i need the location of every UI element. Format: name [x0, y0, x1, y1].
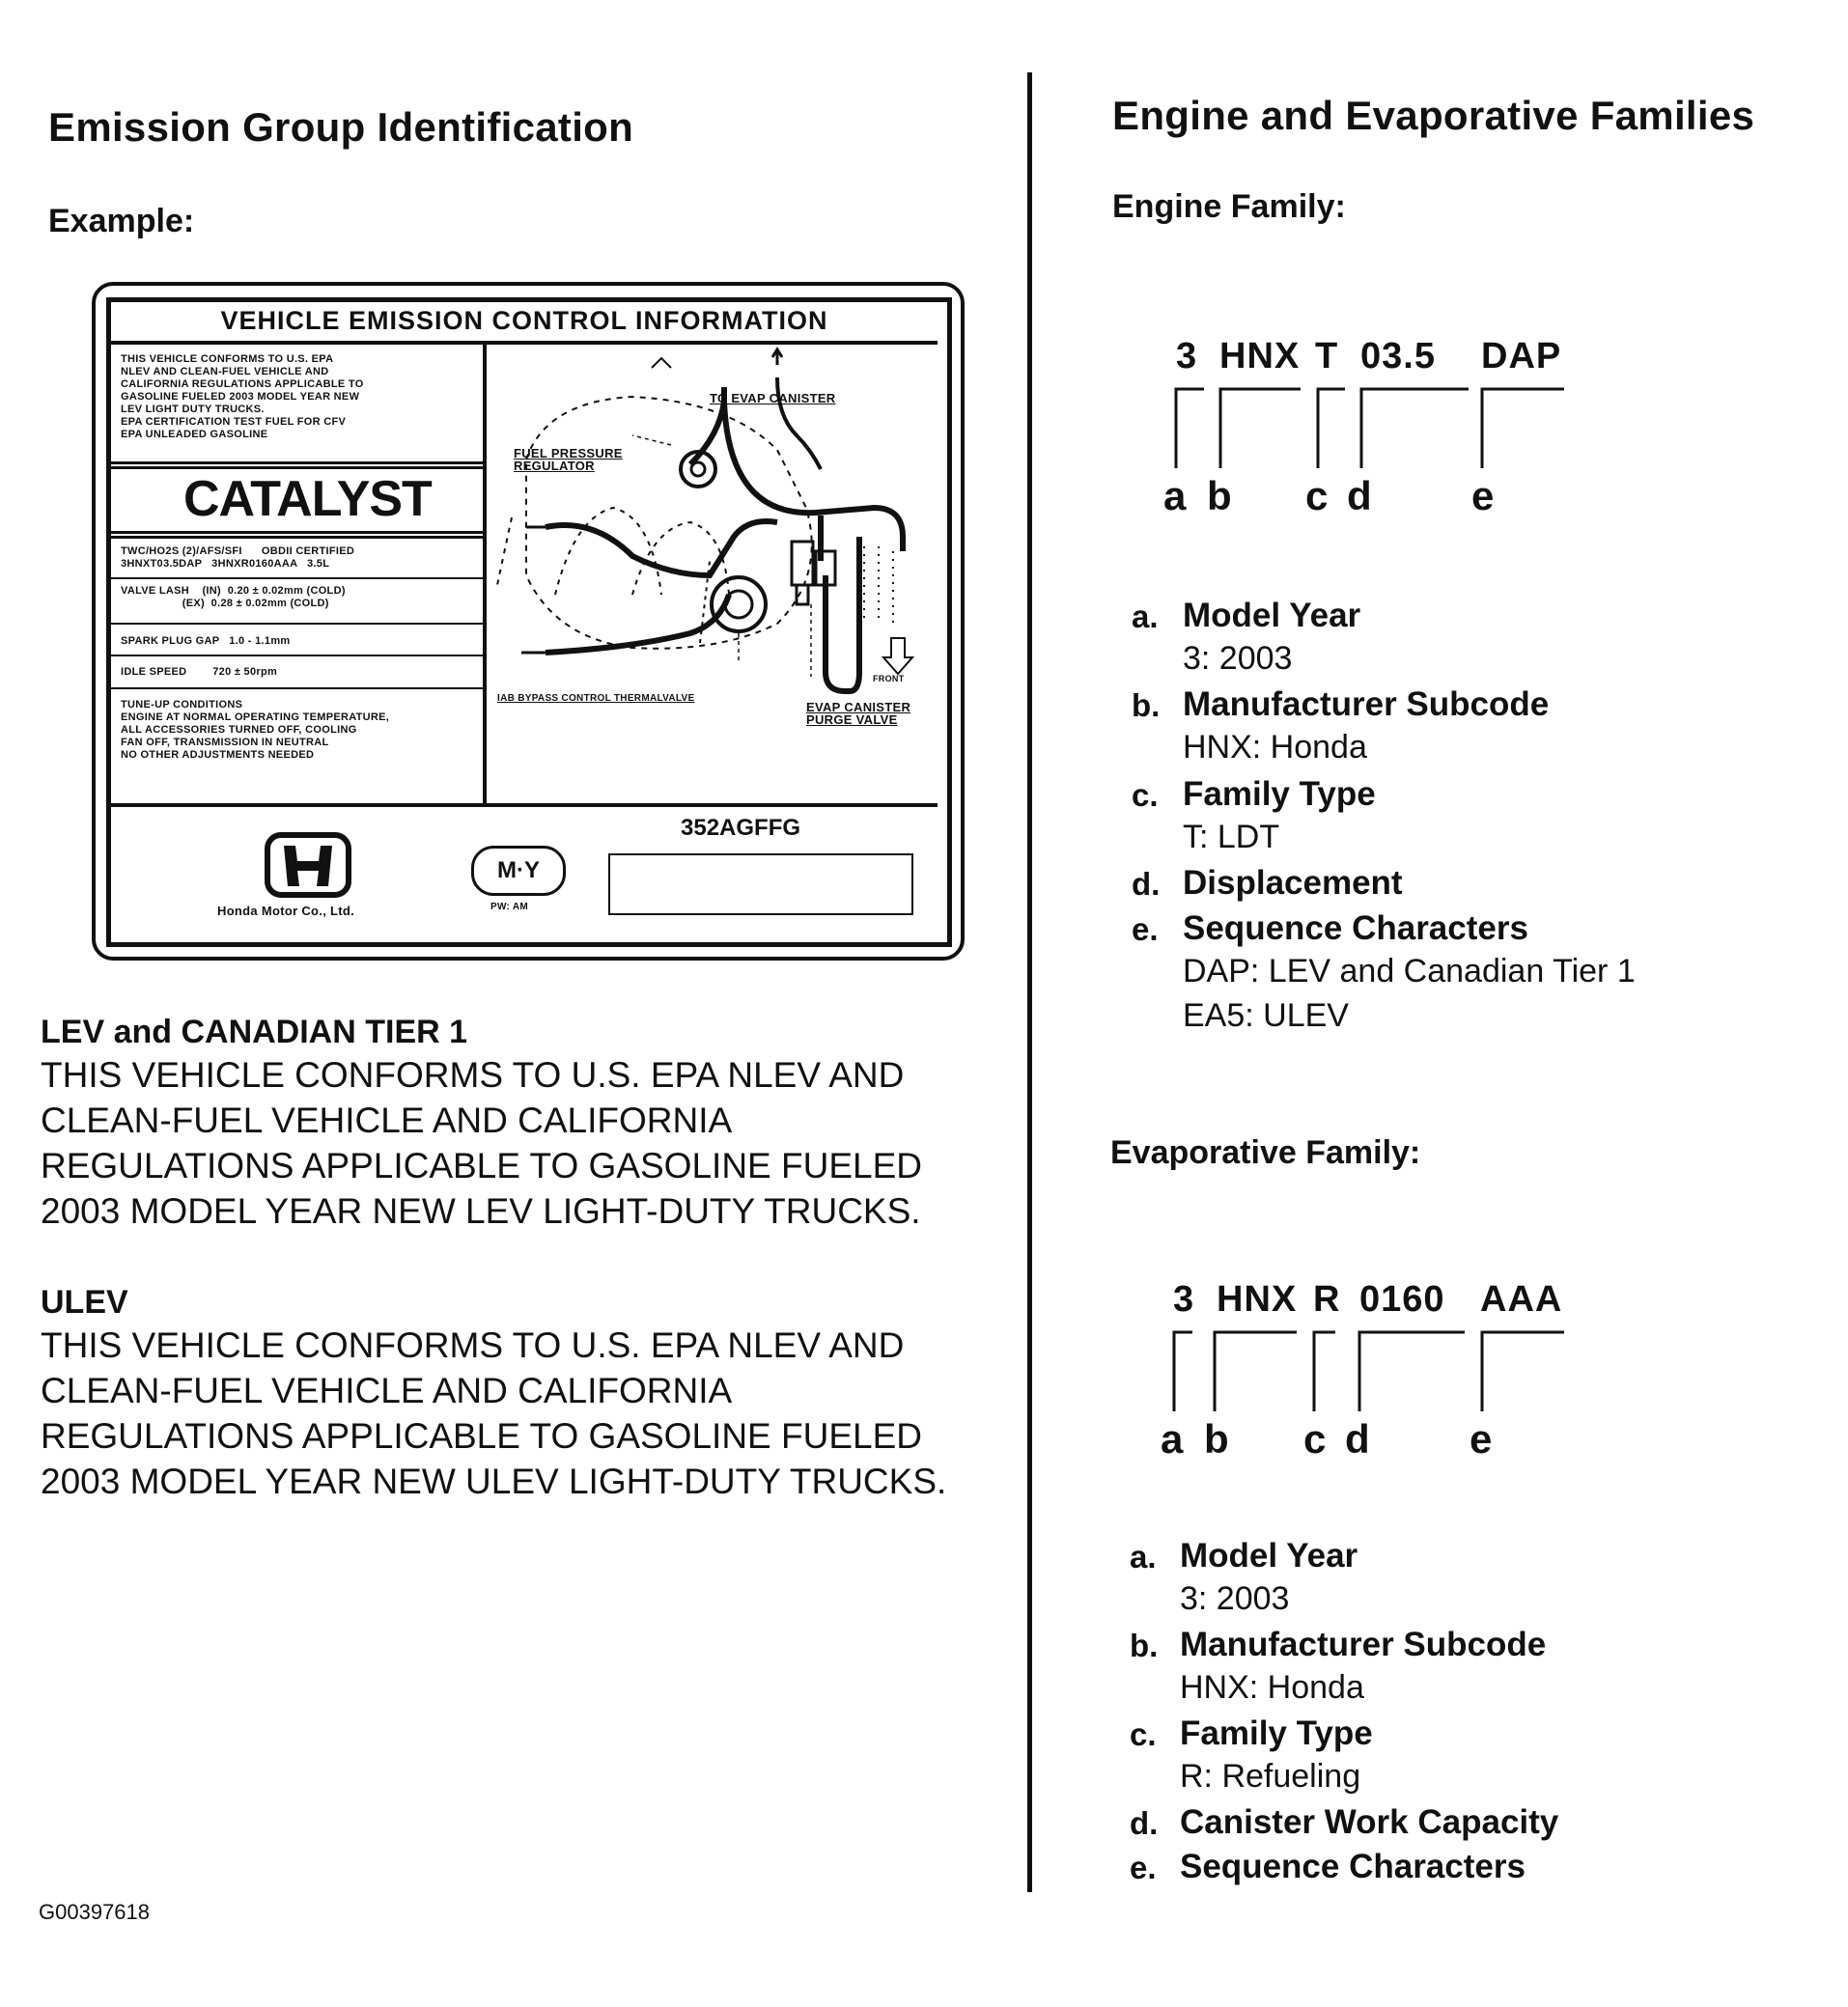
engine-item-a-value: 3: 2003 [1183, 640, 1293, 677]
evap-item-c-value: R: Refueling [1180, 1758, 1361, 1795]
evap-letter-e: e [1470, 1416, 1493, 1462]
engine-item-b-value: HNX: Honda [1183, 729, 1367, 766]
evap-code-part-c: R [1313, 1279, 1341, 1320]
front-label: FRONT [873, 674, 905, 683]
engine-item-a-label: Model Year [1183, 597, 1361, 634]
engine-item-b-label: Manufacturer Subcode [1183, 685, 1550, 723]
text-line: 2003 MODEL YEAR NEW ULEV LIGHT-DUTY TRUCKS. [41, 1462, 947, 1501]
label-family-rows: TWC/HO2S (2)/AFS/SFI OBDII CERTIFIED 3HNXT03.5DAP 3HNXR0160AAA 3.5L [121, 545, 355, 570]
engine-item-e-letter: e. [1132, 911, 1159, 947]
fuel-pressure-regulator-label: FUEL PRESSURE REGULATOR [514, 446, 623, 473]
to-evap-canister-label: TO EVAP CANISTER [710, 391, 836, 405]
engine-item-e-value: EA5: ULEV [1183, 997, 1349, 1034]
evap-item-a-label: Model Year [1180, 1537, 1358, 1575]
engine-letter-e: e [1471, 473, 1495, 518]
engine-item-d-label: Displacement [1183, 864, 1403, 902]
engine-item-c-letter: c. [1132, 777, 1159, 813]
engine-letter-b: b [1207, 473, 1232, 518]
lev-text [41, 1052, 922, 1234]
engine-item-d-letter: d. [1132, 866, 1161, 902]
label-tune-up: TUNE-UP CONDITIONS ENGINE AT NORMAL OPERATING TEMPERATURE, ALL ACCESSORIES TURNED OFF, COOLING FAN OFF, TRANSMISSION IN NEUTRAL NO OTHER ADJUSTMENTS NEEDED [121, 699, 390, 761]
evap-code-brackets [1162, 1324, 1567, 1416]
engine-code-part-c: T [1315, 336, 1339, 376]
label-divider [111, 466, 485, 469]
figure-id: G00397618 [39, 1900, 150, 1924]
ulev-text [41, 1323, 946, 1504]
label-spark-plug: SPARK PLUG GAP 1.0 - 1.1mm [121, 635, 291, 647]
vacuum-hose-diagram [488, 344, 938, 803]
honda-motor-text: Honda Motor Co., Ltd. [217, 904, 355, 918]
evap-item-a-letter: a. [1130, 1539, 1157, 1575]
text-line: 2003 MODEL YEAR NEW LEV LIGHT-DUTY TRUCKS. [41, 1191, 921, 1231]
evap-item-e-letter: e. [1130, 1850, 1157, 1885]
label-divider [111, 531, 485, 534]
text-line: REGULATIONS APPLICABLE TO GASOLINE FUELED [41, 1416, 922, 1456]
engine-item-c-value: T: LDT [1183, 819, 1280, 855]
example-label: Example: [48, 203, 195, 239]
evap-item-d-letter: d. [1130, 1805, 1159, 1841]
ulev-heading: ULEV [41, 1284, 128, 1321]
engine-item-e-value: DAP: LEV and Canadian Tier 1 [1183, 953, 1636, 990]
text-line: THIS VEHICLE CONFORMS TO U.S. EPA NLEV AND [41, 1055, 905, 1095]
engine-item-e-label: Sequence Characters [1183, 909, 1528, 947]
my-badge: M·Y [471, 846, 566, 896]
evap-letter-c: c [1303, 1416, 1327, 1462]
evap-purge-valve-label: EVAP CANISTER PURGE VALVE [806, 700, 911, 727]
engine-code-part-e: DAP [1481, 336, 1562, 376]
label-divider [111, 577, 485, 579]
engine-code-part-d: 03.5 [1360, 336, 1436, 376]
evap-item-b-label: Manufacturer Subcode [1180, 1626, 1547, 1663]
evap-code-part-b: HNX [1217, 1279, 1298, 1320]
evap-item-c-letter: c. [1130, 1716, 1157, 1752]
column-divider [1027, 72, 1032, 1892]
engine-code-part-b: HNX [1219, 336, 1301, 376]
engine-letter-a: a [1163, 473, 1187, 518]
label-part-number: 352AGFFG [681, 815, 801, 841]
label-divider [111, 536, 485, 539]
evap-code-part-e: AAA [1480, 1279, 1563, 1320]
evap-item-d-label: Canister Work Capacity [1180, 1803, 1559, 1841]
evap-item-c-label: Family Type [1180, 1714, 1373, 1752]
bypass-valve-label: IAB BYPASS CONTROL THERMALVALVE [497, 693, 695, 704]
label-idle-speed: IDLE SPEED 720 ± 50rpm [121, 666, 278, 678]
evap-code-part-d: 0160 [1359, 1279, 1445, 1320]
text-line: CLEAN-FUEL VEHICLE AND CALIFORNIA [41, 1101, 733, 1140]
label-divider [111, 687, 485, 689]
text-line: THIS VEHICLE CONFORMS TO U.S. EPA NLEV AND [41, 1325, 905, 1365]
engine-code-part-a: 3 [1176, 336, 1198, 376]
label-divider [111, 655, 485, 656]
evap-code-part-a: 3 [1173, 1279, 1195, 1320]
lev-heading: LEV and CANADIAN TIER 1 [41, 1014, 468, 1050]
engine-item-c-label: Family Type [1183, 775, 1376, 813]
evap-family-heading: Evaporative Family: [1110, 1134, 1421, 1171]
engine-item-a-letter: a. [1132, 599, 1159, 634]
evap-item-a-value: 3: 2003 [1180, 1580, 1290, 1617]
engine-item-b-letter: b. [1132, 687, 1161, 723]
label-conformance-text: THIS VEHICLE CONFORMS TO U.S. EPA NLEV AND CLEAN-FUEL VEHICLE AND CALIFORNIA REGULATIONS APPLICABLE TO GASOLINE FUELED 2003 MODEL YEAR NEW LEV LIGHT DUTY TRUCKS. EPA CERTIFICATION TEST FUEL FOR CFV EPA UNLEADED GASOLINE [121, 353, 364, 440]
engine-family-heading: Engine Family: [1112, 188, 1346, 225]
evap-letter-a: a [1161, 1416, 1184, 1462]
engine-letter-d: d [1347, 473, 1372, 518]
label-blank-box [608, 853, 913, 915]
label-catalyst: CATALYST [183, 471, 432, 527]
evap-letter-b: b [1204, 1416, 1229, 1462]
evap-item-e-label: Sequence Characters [1180, 1848, 1526, 1885]
evap-item-b-value: HNX: Honda [1180, 1669, 1364, 1706]
engine-letter-c: c [1305, 473, 1329, 518]
engine-code-brackets [1163, 381, 1569, 473]
evap-item-b-letter: b. [1130, 1628, 1159, 1663]
evap-letter-d: d [1345, 1416, 1370, 1462]
label-bottom-divider [111, 803, 938, 807]
page-title: Emission Group Identification [48, 104, 634, 150]
label-header: VEHICLE EMISSION CONTROL INFORMATION [111, 301, 938, 345]
label-column-divider [483, 344, 487, 805]
label-valve-lash: VALVE LASH (IN) 0.20 ± 0.02mm (COLD) (EX) 0.28 ± 0.02mm (COLD) [121, 585, 346, 609]
right-title: Engine and Evaporative Families [1112, 93, 1755, 138]
my-subtext: PW: AM [490, 902, 529, 912]
label-divider [111, 623, 485, 625]
label-divider [111, 461, 485, 464]
text-line: REGULATIONS APPLICABLE TO GASOLINE FUELED [41, 1146, 922, 1185]
honda-logo [265, 832, 351, 900]
text-line: CLEAN-FUEL VEHICLE AND CALIFORNIA [41, 1371, 733, 1410]
